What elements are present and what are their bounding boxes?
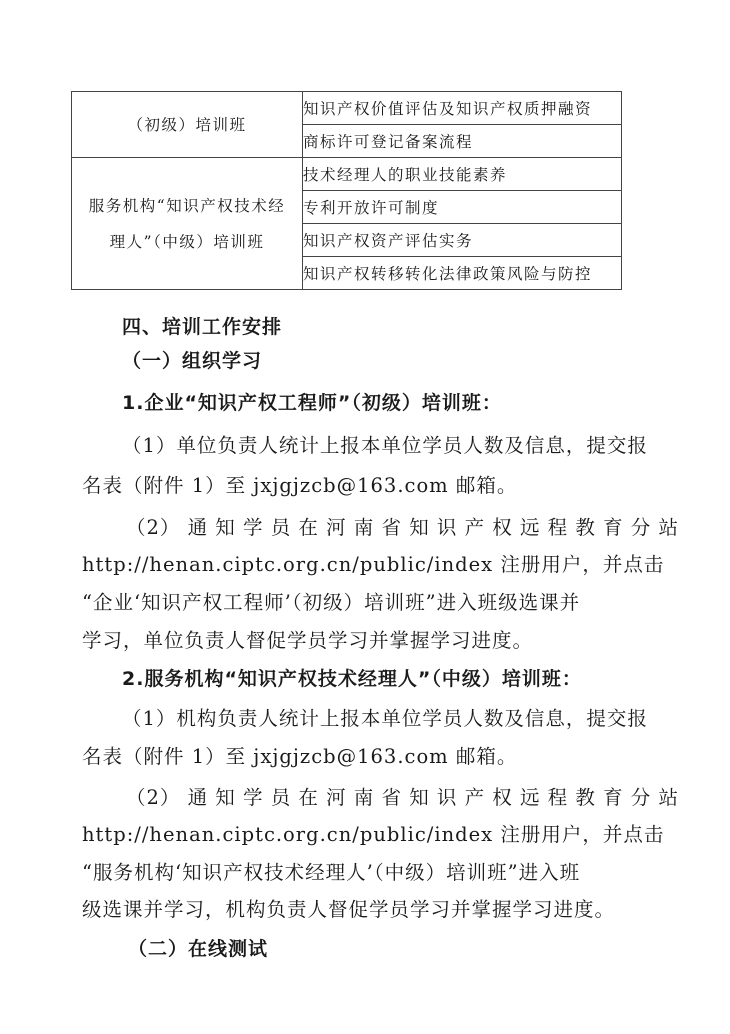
table-cell-course: 知识产权资产评估实务 [303, 224, 622, 257]
table-cell-category [72, 92, 303, 158]
table-cell-course: 商标许可登记备案流程 [303, 125, 622, 158]
table-cell-course: 技术经理人的职业技能素养 [303, 158, 622, 191]
section-heading: 四、培训工作安排 [122, 316, 283, 338]
paragraph-line: 学习，单位负责人督促学员学习并掌握学习进度。 [82, 629, 534, 652]
paragraph-line: （1）机构负责人统计上报本单位学员人数及信息，提交报 [122, 707, 648, 730]
paragraph-line: http://henan.ciptc.org.cn/public/index 注册用户，并点击 [82, 553, 665, 576]
category-line: 服务机构“知识产权技术经 [88, 196, 286, 215]
paragraph-line: 名表（附件 1）至 jxjgjzcb@163.com 邮箱。 [82, 474, 518, 497]
paragraph-line: “企业‘知识产权工程师’（初级）培训班”进入班级选课并 [82, 591, 581, 614]
item-title: 2.服务机构“知识产权技术经理人”（中级）培训班： [122, 668, 582, 690]
paragraph-line: （2） 通 知 学 员 在 河 南 省 知 识 产 权 远 程 教 育 分 站 [126, 786, 679, 809]
category-line: 理人”（中级）培训班 [109, 232, 265, 251]
paragraph-line: 级选课并学习，机构负责人督促学员学习并掌握学习进度。 [82, 898, 616, 921]
paragraph-line: “服务机构‘知识产权技术经理人’（中级）培训班”进入班 [82, 861, 581, 884]
table-row [72, 158, 622, 191]
paragraph-line: （2） 通 知 学 员 在 河 南 省 知 识 产 权 远 程 教 育 分 站 [126, 516, 679, 539]
course-table [71, 91, 622, 290]
table-cell-course: 知识产权转移转化法律政策风险与防控 [303, 257, 622, 290]
table-row [72, 92, 622, 125]
subsection-heading: （一）组织学习 [122, 350, 263, 372]
subsection-heading: （二）在线测试 [128, 938, 269, 960]
table-cell-course: 专利开放许可制度 [303, 191, 622, 224]
paragraph-line: http://henan.ciptc.org.cn/public/index 注册用户，并点击 [82, 823, 665, 846]
item-title: 1.企业“知识产权工程师”（初级）培训班： [122, 392, 502, 414]
paragraph-line: 名表（附件 1）至 jxjgjzcb@163.com 邮箱。 [82, 745, 518, 768]
table-cell-category [72, 158, 303, 290]
paragraph-line: （1）单位负责人统计上报本单位学员人数及信息，提交报 [122, 434, 648, 457]
category-line: （初级）培训班 [127, 115, 247, 134]
table-cell-course: 知识产权价值评估及知识产权质押融资 [303, 92, 622, 125]
